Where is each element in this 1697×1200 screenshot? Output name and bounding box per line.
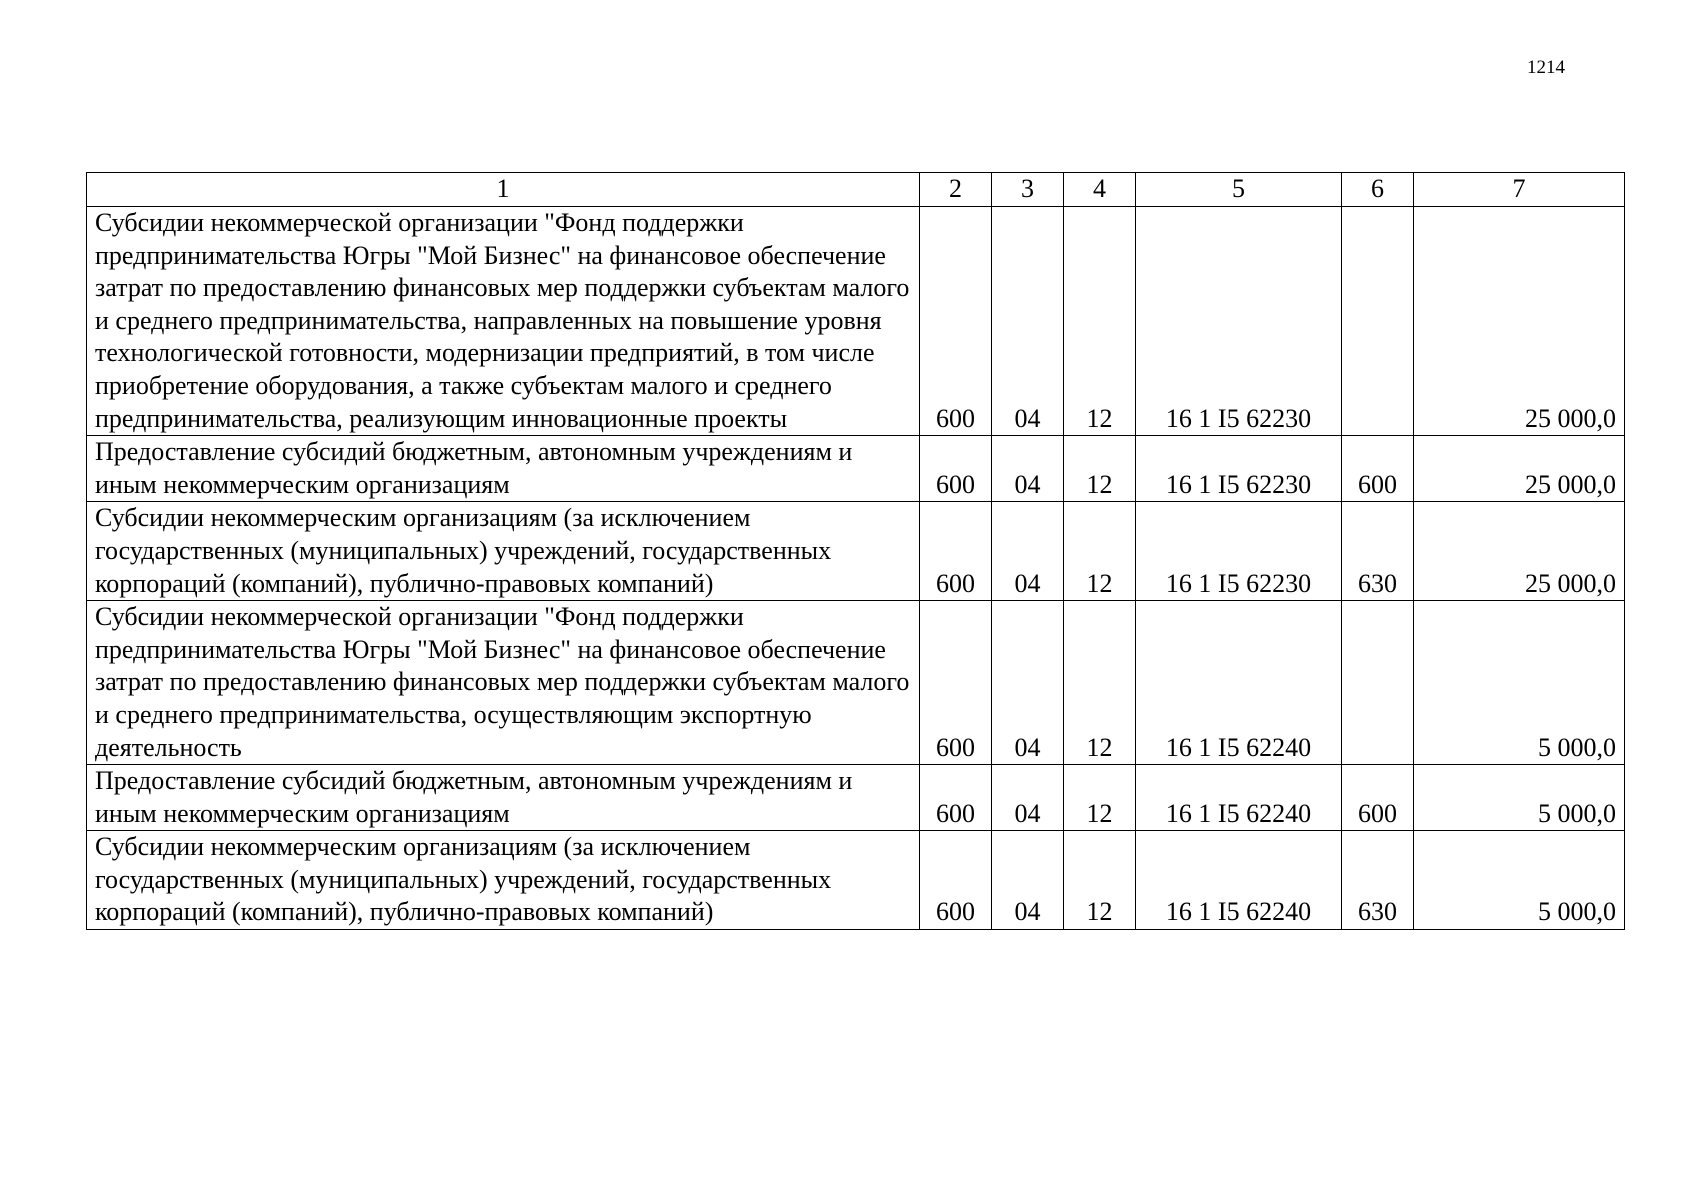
row-expense-type	[1342, 207, 1414, 436]
row-code-3: 04	[992, 436, 1064, 502]
header-row	[87, 173, 1625, 207]
header-col-3: 3	[992, 173, 1064, 207]
row-name: Субсидии некоммерческим организациям (за исключением государственных (муниципальных) учреждений, государственных корпораций (компаний), публично-правовых компаний)	[87, 502, 920, 601]
row-code-4: 12	[1064, 831, 1136, 930]
header-col-6: 6	[1342, 173, 1414, 207]
row-name: Субсидии некоммерческим организациям (за исключением государственных (муниципальных) учреждений, государственных корпораций (компаний), публично-правовых компаний)	[87, 831, 920, 930]
row-code-3: 04	[992, 831, 1064, 930]
row-target-article: 16 1 I5 62230	[1136, 502, 1342, 601]
row-amount: 5 000,0	[1414, 831, 1625, 930]
table-row	[87, 831, 1625, 930]
row-code-3: 04	[992, 601, 1064, 765]
table-row	[87, 436, 1625, 502]
table-row	[87, 765, 1625, 831]
row-expense-type: 630	[1342, 502, 1414, 601]
row-target-article: 16 1 I5 62230	[1136, 436, 1342, 502]
header-col-7: 7	[1414, 173, 1625, 207]
row-code-2: 600	[920, 502, 992, 601]
table-row	[87, 207, 1625, 436]
row-expense-type: 600	[1342, 436, 1414, 502]
row-amount: 25 000,0	[1414, 207, 1625, 436]
row-amount: 25 000,0	[1414, 436, 1625, 502]
row-code-3: 04	[992, 502, 1064, 601]
row-code-3: 04	[992, 207, 1064, 436]
row-expense-type: 600	[1342, 765, 1414, 831]
header-col-1: 1	[87, 173, 920, 207]
row-target-article: 16 1 I5 62240	[1136, 831, 1342, 930]
header-col-2: 2	[920, 173, 992, 207]
header-col-4: 4	[1064, 173, 1136, 207]
row-target-article: 16 1 I5 62240	[1136, 601, 1342, 765]
row-code-2: 600	[920, 831, 992, 930]
row-code-4: 12	[1064, 502, 1136, 601]
row-amount: 5 000,0	[1414, 765, 1625, 831]
row-code-4: 12	[1064, 436, 1136, 502]
page-number: 1214	[1527, 57, 1565, 78]
table-row	[87, 601, 1625, 765]
row-code-2: 600	[920, 436, 992, 502]
row-code-3: 04	[992, 765, 1064, 831]
table-row	[87, 502, 1625, 601]
row-name: Субсидии некоммерческой организации "Фонд поддержки предпринимательства Югры "Мой Бизнес" на финансовое обеспечение затрат по предоставлению финансовых мер поддержки субъектам малого и среднего предпринимательства, направленных на повышение уровня технологической готовности, модернизации предприятий, в том числе приобретение оборудования, а также субъектам малого и среднего предпринимательства, реализующим инновационные проекты	[87, 207, 920, 436]
row-name: Предоставление субсидий бюджетным, автономным учреждениям и иным некоммерческим организациям	[87, 765, 920, 831]
row-code-2: 600	[920, 765, 992, 831]
row-code-4: 12	[1064, 207, 1136, 436]
row-target-article: 16 1 I5 62240	[1136, 765, 1342, 831]
row-target-article: 16 1 I5 62230	[1136, 207, 1342, 436]
row-code-4: 12	[1064, 765, 1136, 831]
row-code-2: 600	[920, 207, 992, 436]
row-amount: 25 000,0	[1414, 502, 1625, 601]
row-name: Предоставление субсидий бюджетным, автономным учреждениям и иным некоммерческим организациям	[87, 436, 920, 502]
row-name: Субсидии некоммерческой организации "Фонд поддержки предпринимательства Югры "Мой Бизнес" на финансовое обеспечение затрат по предоставлению финансовых мер поддержки субъектам малого и среднего предпринимательства, осуществляющим экспортную деятельность	[87, 601, 920, 765]
row-amount: 5 000,0	[1414, 601, 1625, 765]
row-expense-type: 630	[1342, 831, 1414, 930]
header-col-5: 5	[1136, 173, 1342, 207]
row-code-2: 600	[920, 601, 992, 765]
row-expense-type	[1342, 601, 1414, 765]
row-code-4: 12	[1064, 601, 1136, 765]
budget-table	[86, 172, 1625, 930]
